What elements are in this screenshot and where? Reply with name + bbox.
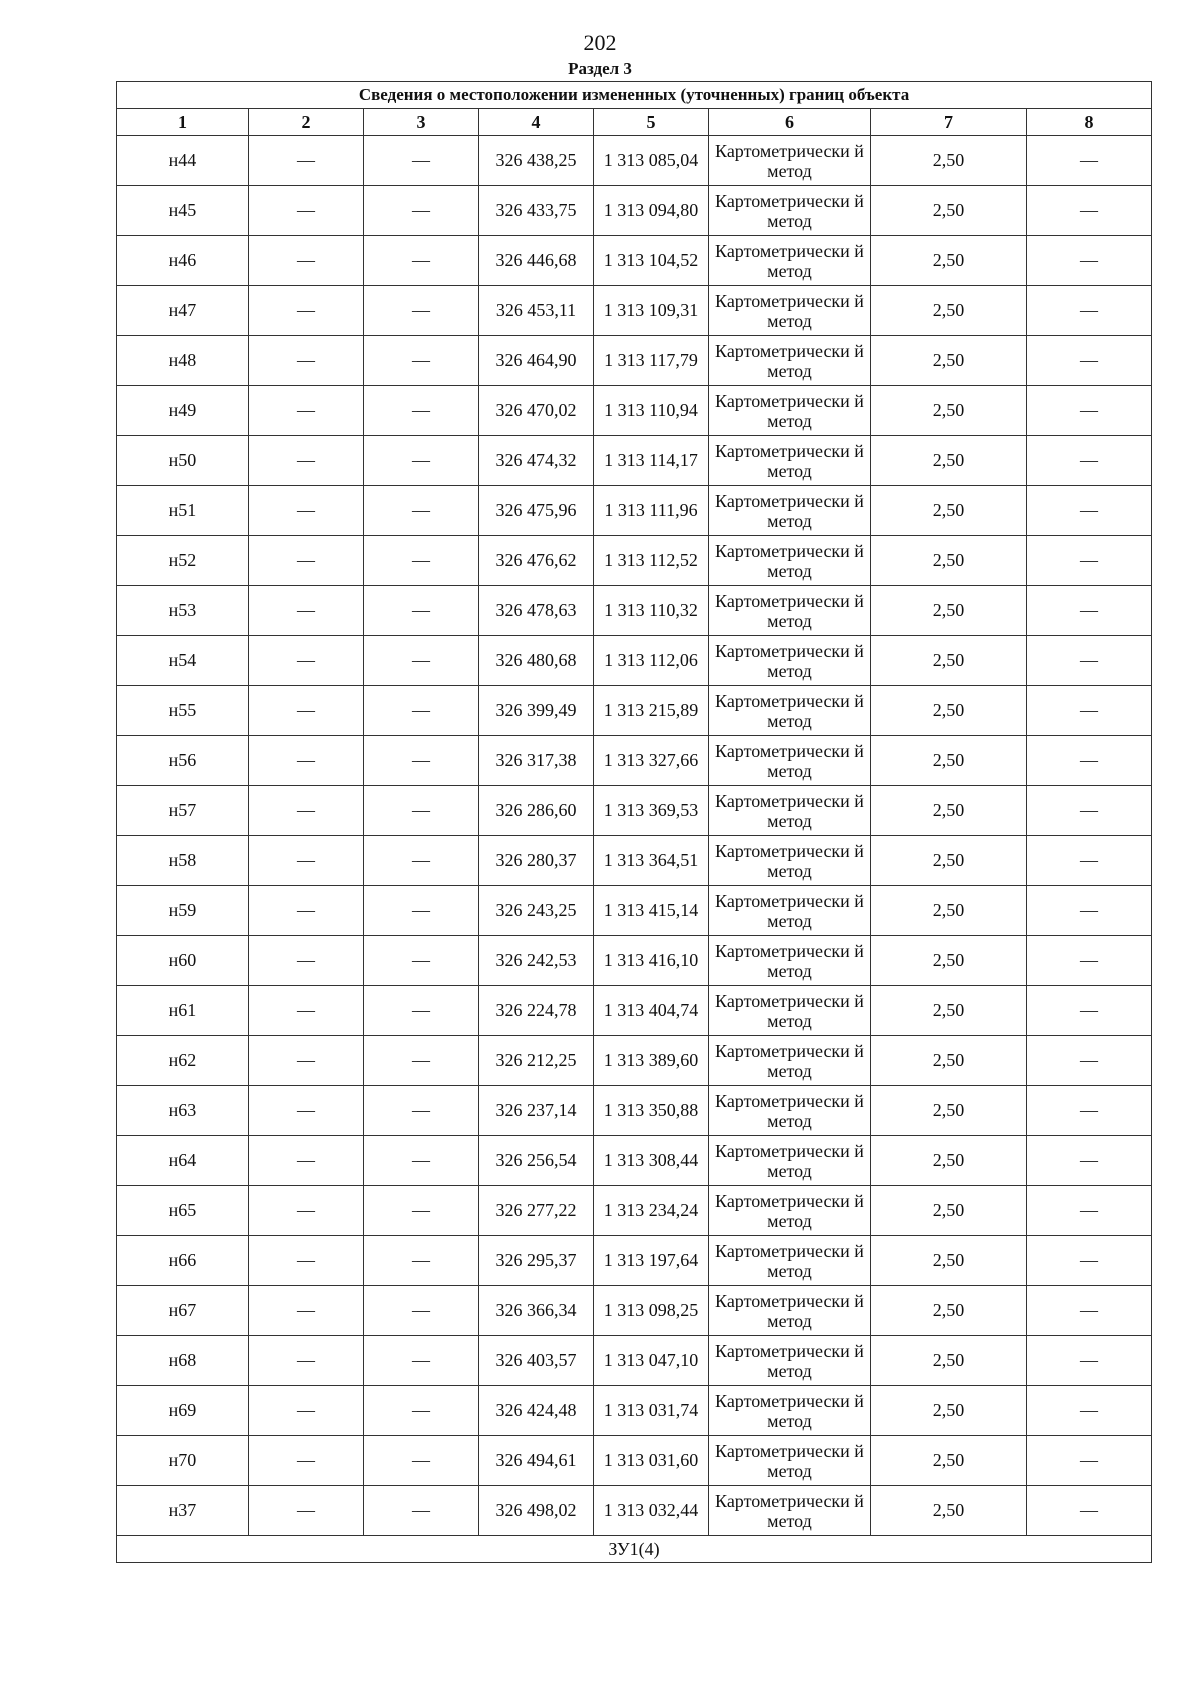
column-3-cell: — [364,486,479,536]
column-header-2: 2 [249,109,364,136]
column-8-cell: — [1027,386,1152,436]
column-2-cell: — [249,136,364,186]
column-2-cell: — [249,536,364,586]
x-coordinate-cell: 326 476,62 [479,536,594,586]
y-coordinate-cell: 1 313 085,04 [594,136,709,186]
y-coordinate-cell: 1 313 104,52 [594,236,709,286]
accuracy-cell: 2,50 [871,836,1027,886]
point-name-cell: н63 [117,1086,249,1136]
method-cell: Картометрически й метод [709,886,871,936]
column-3-cell: — [364,336,479,386]
point-name-cell: н68 [117,1336,249,1386]
column-2-cell: — [249,1236,364,1286]
y-coordinate-cell: 1 313 117,79 [594,336,709,386]
column-3-cell: — [364,1186,479,1236]
column-2-cell: — [249,1386,364,1436]
column-3-cell: — [364,1086,479,1136]
point-name-cell: н44 [117,136,249,186]
accuracy-cell: 2,50 [871,386,1027,436]
column-8-cell: — [1027,186,1152,236]
column-3-cell: — [364,186,479,236]
x-coordinate-cell: 326 242,53 [479,936,594,986]
table-row [117,486,1152,536]
method-cell: Картометрически й метод [709,136,871,186]
column-8-cell: — [1027,586,1152,636]
y-coordinate-cell: 1 313 112,52 [594,536,709,586]
point-name-cell: н69 [117,1386,249,1436]
accuracy-cell: 2,50 [871,186,1027,236]
table-footer-label: ЗУ1(4) [117,1536,1152,1563]
accuracy-cell: 2,50 [871,786,1027,836]
x-coordinate-cell: 326 224,78 [479,986,594,1036]
accuracy-cell: 2,50 [871,536,1027,586]
y-coordinate-cell: 1 313 327,66 [594,736,709,786]
table-row [117,1086,1152,1136]
column-8-cell: — [1027,886,1152,936]
method-cell: Картометрически й метод [709,586,871,636]
column-3-cell: — [364,1486,479,1536]
y-coordinate-cell: 1 313 031,74 [594,1386,709,1436]
column-8-cell: — [1027,1286,1152,1336]
table-row [117,1436,1152,1486]
x-coordinate-cell: 326 494,61 [479,1436,594,1486]
point-name-cell: н67 [117,1286,249,1336]
column-8-cell: — [1027,836,1152,886]
x-coordinate-cell: 326 480,68 [479,636,594,686]
y-coordinate-cell: 1 313 415,14 [594,886,709,936]
point-name-cell: н52 [117,536,249,586]
point-name-cell: н56 [117,736,249,786]
table-row [117,1136,1152,1186]
table-row [117,936,1152,986]
y-coordinate-cell: 1 313 369,53 [594,786,709,836]
accuracy-cell: 2,50 [871,736,1027,786]
point-name-cell: н57 [117,786,249,836]
method-cell: Картометрически й метод [709,1486,871,1536]
column-3-cell: — [364,536,479,586]
column-2-cell: — [249,586,364,636]
y-coordinate-cell: 1 313 094,80 [594,186,709,236]
column-3-cell: — [364,1386,479,1436]
point-name-cell: н61 [117,986,249,1036]
column-3-cell: — [364,1136,479,1186]
accuracy-cell: 2,50 [871,236,1027,286]
column-header-1: 1 [117,109,249,136]
accuracy-cell: 2,50 [871,936,1027,986]
y-coordinate-cell: 1 313 197,64 [594,1236,709,1286]
column-8-cell: — [1027,286,1152,336]
column-2-cell: — [249,1336,364,1386]
x-coordinate-cell: 326 498,02 [479,1486,594,1536]
x-coordinate-cell: 326 474,32 [479,436,594,486]
column-2-cell: — [249,986,364,1036]
column-2-cell: — [249,386,364,436]
x-coordinate-cell: 326 464,90 [479,336,594,386]
table-row [117,586,1152,636]
column-8-cell: — [1027,1236,1152,1286]
column-8-cell: — [1027,1436,1152,1486]
method-cell: Картометрически й метод [709,636,871,686]
table-row [117,1186,1152,1236]
accuracy-cell: 2,50 [871,886,1027,936]
y-coordinate-cell: 1 313 364,51 [594,836,709,886]
table-row [117,986,1152,1036]
column-8-cell: — [1027,686,1152,736]
column-3-cell: — [364,886,479,936]
column-2-cell: — [249,236,364,286]
column-3-cell: — [364,436,479,486]
method-cell: Картометрически й метод [709,486,871,536]
column-3-cell: — [364,386,479,436]
point-name-cell: н55 [117,686,249,736]
y-coordinate-cell: 1 313 215,89 [594,686,709,736]
x-coordinate-cell: 326 256,54 [479,1136,594,1186]
method-cell: Картометрически й метод [709,786,871,836]
column-3-cell: — [364,686,479,736]
column-header-5: 5 [594,109,709,136]
column-3-cell: — [364,836,479,886]
y-coordinate-cell: 1 313 416,10 [594,936,709,986]
point-name-cell: н64 [117,1136,249,1186]
column-3-cell: — [364,786,479,836]
x-coordinate-cell: 326 446,68 [479,236,594,286]
y-coordinate-cell: 1 313 031,60 [594,1436,709,1486]
x-coordinate-cell: 326 453,11 [479,286,594,336]
y-coordinate-cell: 1 313 111,96 [594,486,709,536]
table-row [117,136,1152,186]
column-2-cell: — [249,1086,364,1136]
table-row [117,186,1152,236]
column-3-cell: — [364,636,479,686]
column-2-cell: — [249,186,364,236]
x-coordinate-cell: 326 475,96 [479,486,594,536]
column-2-cell: — [249,436,364,486]
column-2-cell: — [249,336,364,386]
x-coordinate-cell: 326 399,49 [479,686,594,736]
accuracy-cell: 2,50 [871,686,1027,736]
point-name-cell: н54 [117,636,249,686]
column-2-cell: — [249,286,364,336]
column-8-cell: — [1027,1486,1152,1536]
table-title: Сведения о местоположении измененных (уточненных) границ объекта [117,82,1152,109]
table-row [117,786,1152,836]
column-8-cell: — [1027,936,1152,986]
method-cell: Картометрически й метод [709,1436,871,1486]
method-cell: Картометрически й метод [709,286,871,336]
accuracy-cell: 2,50 [871,486,1027,536]
column-8-cell: — [1027,986,1152,1036]
accuracy-cell: 2,50 [871,336,1027,386]
column-2-cell: — [249,1286,364,1336]
accuracy-cell: 2,50 [871,286,1027,336]
method-cell: Картометрически й метод [709,1286,871,1336]
point-name-cell: н58 [117,836,249,886]
column-3-cell: — [364,136,479,186]
table-row [117,386,1152,436]
column-header-7: 7 [871,109,1027,136]
column-8-cell: — [1027,1186,1152,1236]
x-coordinate-cell: 326 286,60 [479,786,594,836]
method-cell: Картометрически й метод [709,436,871,486]
table-body [117,136,1152,1536]
column-header-3: 3 [364,109,479,136]
column-3-cell: — [364,736,479,786]
point-name-cell: н62 [117,1036,249,1086]
table-row [117,1336,1152,1386]
column-3-cell: — [364,236,479,286]
column-3-cell: — [364,586,479,636]
column-2-cell: — [249,1136,364,1186]
y-coordinate-cell: 1 313 350,88 [594,1086,709,1136]
column-2-cell: — [249,886,364,936]
column-8-cell: — [1027,1086,1152,1136]
x-coordinate-cell: 326 470,02 [479,386,594,436]
column-2-cell: — [249,1036,364,1086]
column-3-cell: — [364,936,479,986]
column-3-cell: — [364,986,479,1036]
point-name-cell: н49 [117,386,249,436]
x-coordinate-cell: 326 366,34 [479,1286,594,1336]
accuracy-cell: 2,50 [871,1286,1027,1336]
accuracy-cell: 2,50 [871,1086,1027,1136]
method-cell: Картометрически й метод [709,536,871,586]
point-name-cell: н66 [117,1236,249,1286]
method-cell: Картометрически й метод [709,736,871,786]
method-cell: Картометрически й метод [709,1186,871,1236]
method-cell: Картометрически й метод [709,186,871,236]
column-8-cell: — [1027,536,1152,586]
table-row [117,1486,1152,1536]
table-row [117,1236,1152,1286]
accuracy-cell: 2,50 [871,1236,1027,1286]
y-coordinate-cell: 1 313 110,94 [594,386,709,436]
x-coordinate-cell: 326 403,57 [479,1336,594,1386]
column-header-4: 4 [479,109,594,136]
x-coordinate-cell: 326 277,22 [479,1186,594,1236]
column-8-cell: — [1027,136,1152,186]
column-8-cell: — [1027,1136,1152,1186]
column-2-cell: — [249,786,364,836]
table-row [117,286,1152,336]
column-2-cell: — [249,1186,364,1236]
point-name-cell: н65 [117,1186,249,1236]
point-name-cell: н50 [117,436,249,486]
y-coordinate-cell: 1 313 112,06 [594,636,709,686]
column-2-cell: — [249,1436,364,1486]
table-row [117,886,1152,936]
y-coordinate-cell: 1 313 109,31 [594,286,709,336]
table-row [117,736,1152,786]
column-8-cell: — [1027,486,1152,536]
y-coordinate-cell: 1 313 032,44 [594,1486,709,1536]
method-cell: Картометрически й метод [709,1386,871,1436]
accuracy-cell: 2,50 [871,136,1027,186]
method-cell: Картометрически й метод [709,986,871,1036]
column-3-cell: — [364,286,479,336]
y-coordinate-cell: 1 313 389,60 [594,1036,709,1086]
x-coordinate-cell: 326 237,14 [479,1086,594,1136]
column-2-cell: — [249,486,364,536]
method-cell: Картометрически й метод [709,336,871,386]
table-row [117,836,1152,886]
column-3-cell: — [364,1286,479,1336]
column-2-cell: — [249,1486,364,1536]
point-name-cell: н70 [117,1436,249,1486]
method-cell: Картометрически й метод [709,1336,871,1386]
column-8-cell: — [1027,786,1152,836]
y-coordinate-cell: 1 313 098,25 [594,1286,709,1336]
point-name-cell: н46 [117,236,249,286]
table-row [117,236,1152,286]
column-8-cell: — [1027,1036,1152,1086]
x-coordinate-cell: 326 212,25 [479,1036,594,1086]
accuracy-cell: 2,50 [871,586,1027,636]
column-3-cell: — [364,1436,479,1486]
column-2-cell: — [249,836,364,886]
accuracy-cell: 2,50 [871,1036,1027,1086]
y-coordinate-cell: 1 313 404,74 [594,986,709,1036]
point-name-cell: н48 [117,336,249,386]
column-header-row [117,109,1152,136]
column-8-cell: — [1027,336,1152,386]
column-2-cell: — [249,736,364,786]
column-2-cell: — [249,936,364,986]
x-coordinate-cell: 326 424,48 [479,1386,594,1436]
column-3-cell: — [364,1236,479,1286]
y-coordinate-cell: 1 313 114,17 [594,436,709,486]
point-name-cell: н37 [117,1486,249,1536]
table-row [117,636,1152,686]
x-coordinate-cell: 326 478,63 [479,586,594,636]
method-cell: Картометрически й метод [709,386,871,436]
table-row [117,536,1152,586]
method-cell: Картометрически й метод [709,236,871,286]
table-row [117,1286,1152,1336]
column-3-cell: — [364,1336,479,1386]
accuracy-cell: 2,50 [871,1136,1027,1186]
x-coordinate-cell: 326 438,25 [479,136,594,186]
accuracy-cell: 2,50 [871,986,1027,1036]
column-8-cell: — [1027,1336,1152,1386]
accuracy-cell: 2,50 [871,1386,1027,1436]
method-cell: Картометрически й метод [709,1036,871,1086]
y-coordinate-cell: 1 313 110,32 [594,586,709,636]
accuracy-cell: 2,50 [871,1336,1027,1386]
accuracy-cell: 2,50 [871,436,1027,486]
method-cell: Картометрически й метод [709,1086,871,1136]
page-number: 202 [583,30,617,55]
table-row [117,436,1152,486]
x-coordinate-cell: 326 433,75 [479,186,594,236]
point-name-cell: н60 [117,936,249,986]
column-header-8: 8 [1027,109,1152,136]
x-coordinate-cell: 326 280,37 [479,836,594,886]
table-row [117,1036,1152,1086]
y-coordinate-cell: 1 313 308,44 [594,1136,709,1186]
method-cell: Картометрически й метод [709,1236,871,1286]
column-8-cell: — [1027,436,1152,486]
column-8-cell: — [1027,1386,1152,1436]
column-header-6: 6 [709,109,871,136]
column-3-cell: — [364,1036,479,1086]
point-name-cell: н53 [117,586,249,636]
y-coordinate-cell: 1 313 234,24 [594,1186,709,1236]
accuracy-cell: 2,50 [871,636,1027,686]
x-coordinate-cell: 326 243,25 [479,886,594,936]
accuracy-cell: 2,50 [871,1436,1027,1486]
method-cell: Картометрически й метод [709,1136,871,1186]
table-row [117,1386,1152,1436]
x-coordinate-cell: 326 317,38 [479,736,594,786]
method-cell: Картометрически й метод [709,936,871,986]
point-name-cell: н45 [117,186,249,236]
column-8-cell: — [1027,736,1152,786]
column-2-cell: — [249,636,364,686]
accuracy-cell: 2,50 [871,1486,1027,1536]
column-2-cell: — [249,686,364,736]
column-8-cell: — [1027,636,1152,686]
section-title: Раздел 3 [568,59,632,78]
point-name-cell: н59 [117,886,249,936]
accuracy-cell: 2,50 [871,1186,1027,1236]
y-coordinate-cell: 1 313 047,10 [594,1336,709,1386]
method-cell: Картометрически й метод [709,686,871,736]
column-8-cell: — [1027,236,1152,286]
table-row [117,336,1152,386]
table-row [117,686,1152,736]
method-cell: Картометрически й метод [709,836,871,886]
x-coordinate-cell: 326 295,37 [479,1236,594,1286]
point-name-cell: н51 [117,486,249,536]
coordinates-table [116,81,1152,1563]
point-name-cell: н47 [117,286,249,336]
